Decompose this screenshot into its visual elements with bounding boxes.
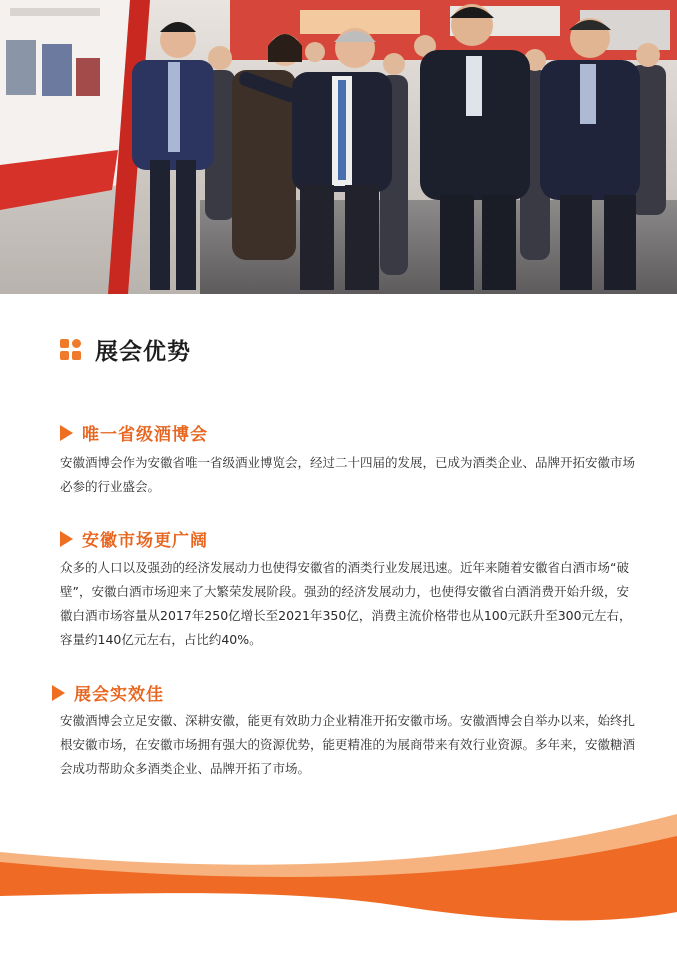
- arrow-right-icon: [60, 425, 73, 441]
- section-body: 安徽酒博会作为安徽省唯一省级酒业博览会，经过二十四届的发展，已成为酒类企业、品牌开拓安徽市场必参的行业盛会。: [60, 455, 636, 494]
- section-heading-1: [60, 420, 208, 445]
- page-heading: [60, 333, 191, 366]
- arrow-right-icon: [60, 531, 73, 547]
- section-heading-2: [60, 526, 208, 551]
- section-body: 安徽酒博会立足安徽、深耕安徽，能更有效助力企业精准开拓安徽市场。安徽酒博会自举办以来，始终扎根安徽市场，在安徽市场拥有强大的资源优势，能更精准的为展商带来有效行业资源。多年来，安徽糖酒会成功帮助众多酒类企业、品牌开拓了市场。: [60, 713, 636, 776]
- section-title: 展会实效佳: [74, 685, 164, 705]
- hero-photo: [0, 0, 677, 294]
- decorative-wave: [0, 814, 677, 954]
- section-body: 众多的人口以及强劲的经济发展动力也使得安徽省的酒类行业发展迅速。近年来随着安徽省白酒市场“破壁”，安徽白酒市场迎来了大繁荣发展阶段。强劲的经济发展动力，也使得安徽省白酒消费开始升级，安徽白酒市场容量从2017年250亿增长至2021年350亿，消费主流价格带也从100元跃升至300元左右，容量约140亿元左右，占比约40%。: [60, 560, 632, 647]
- four-squares-icon: [60, 339, 82, 361]
- section-title: 唯一省级酒博会: [82, 425, 208, 445]
- arrow-right-icon: [52, 685, 65, 701]
- page-title: 展会优势: [95, 339, 191, 365]
- section-heading-3: [52, 680, 164, 705]
- section-title: 安徽市场更广阔: [82, 531, 208, 551]
- exhibition-photo-illustration: [0, 0, 677, 294]
